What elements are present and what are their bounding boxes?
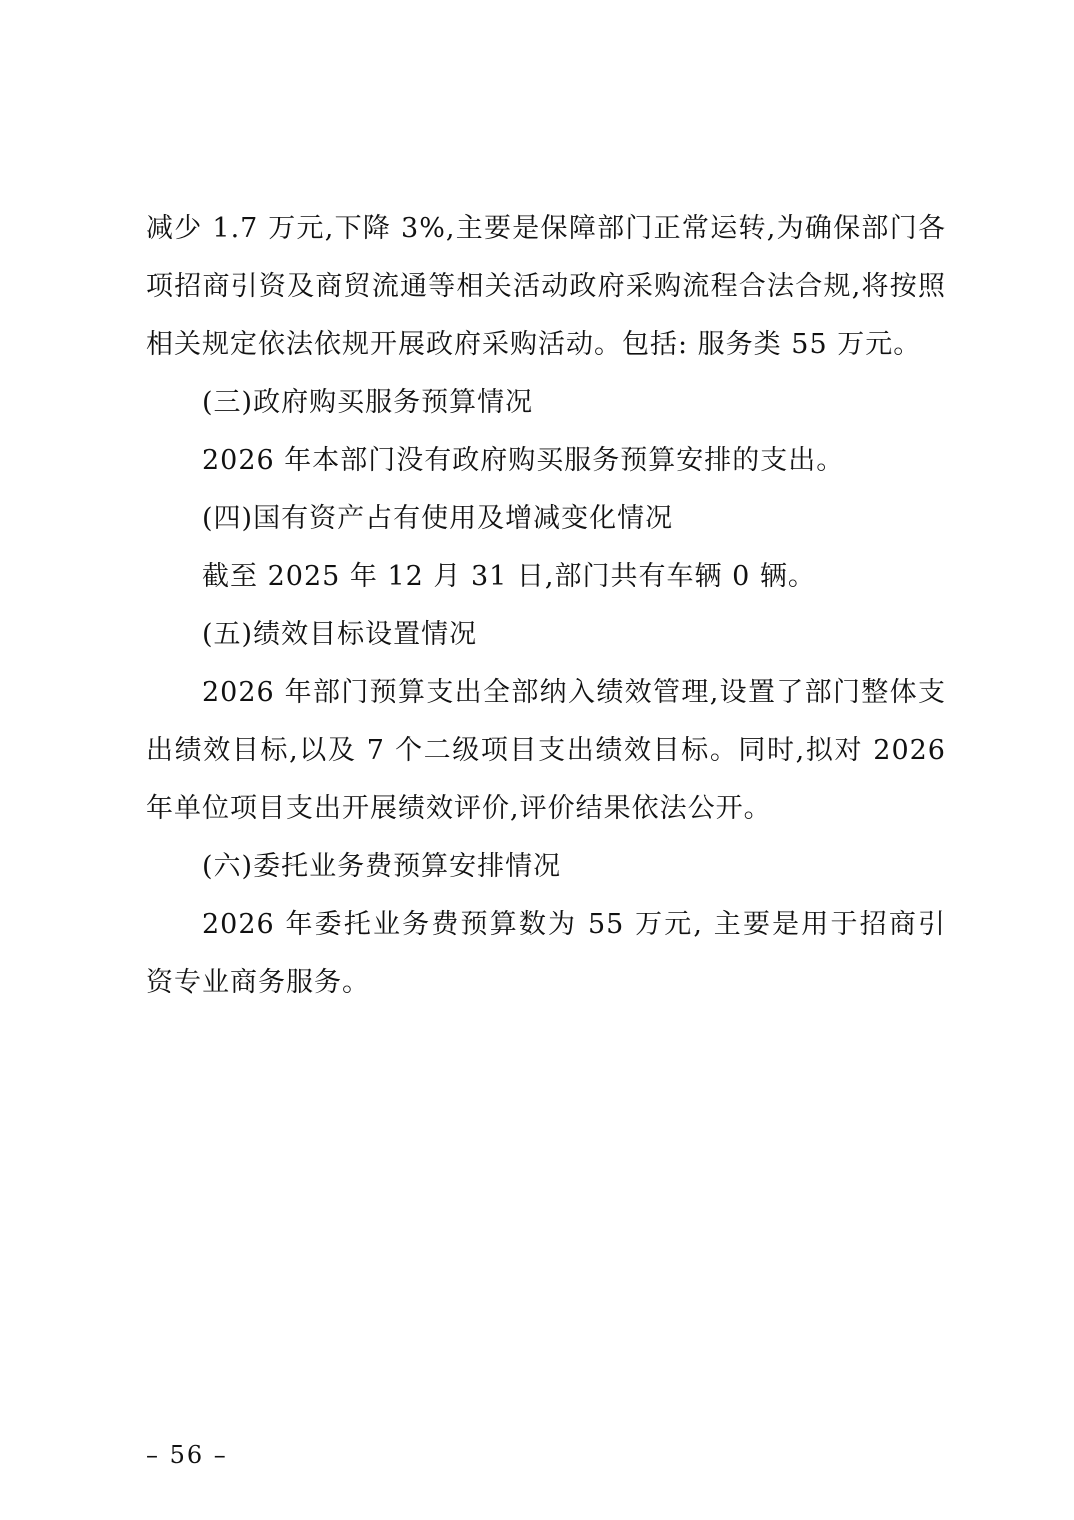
document-body	[146, 200, 946, 1012]
paragraph-government-purchase-services: 2026 年本部门没有政府购买服务预算安排的支出。	[202, 445, 845, 476]
paragraph-procurement-continued: 减少 1.7 万元,下降 3%,主要是保障部门正常运转,为确保部门各项招商引资及商贸流通等相关活动政府采购流程合法合规,将按照相关规定依法依规开展政府采购活动。包括: 服务类 55 万元。	[146, 213, 946, 360]
heading-government-purchase-services: (三)政府购买服务预算情况	[202, 387, 534, 418]
paragraph-entrusted-business-fees: 2026 年委托业务费预算数为 55 万元, 主要是用于招商引资专业商务服务。	[146, 909, 946, 998]
heading-state-assets: (四)国有资产占有使用及增减变化情况	[202, 503, 674, 534]
paragraph-performance-targets: 2026 年部门预算支出全部纳入绩效管理,设置了部门整体支出绩效目标,以及 7 个二级项目支出绩效目标。同时,拟对 2026 年单位项目支出开展绩效评价,评价结果依法公开。	[146, 677, 946, 824]
page-number: – 56 –	[146, 1441, 228, 1469]
paragraph-state-assets: 截至 2025 年 12 月 31 日,部门共有车辆 0 辆。	[202, 561, 816, 592]
heading-performance-targets: (五)绩效目标设置情况	[202, 619, 478, 650]
heading-entrusted-business-fees: (六)委托业务费预算安排情况	[202, 851, 562, 882]
